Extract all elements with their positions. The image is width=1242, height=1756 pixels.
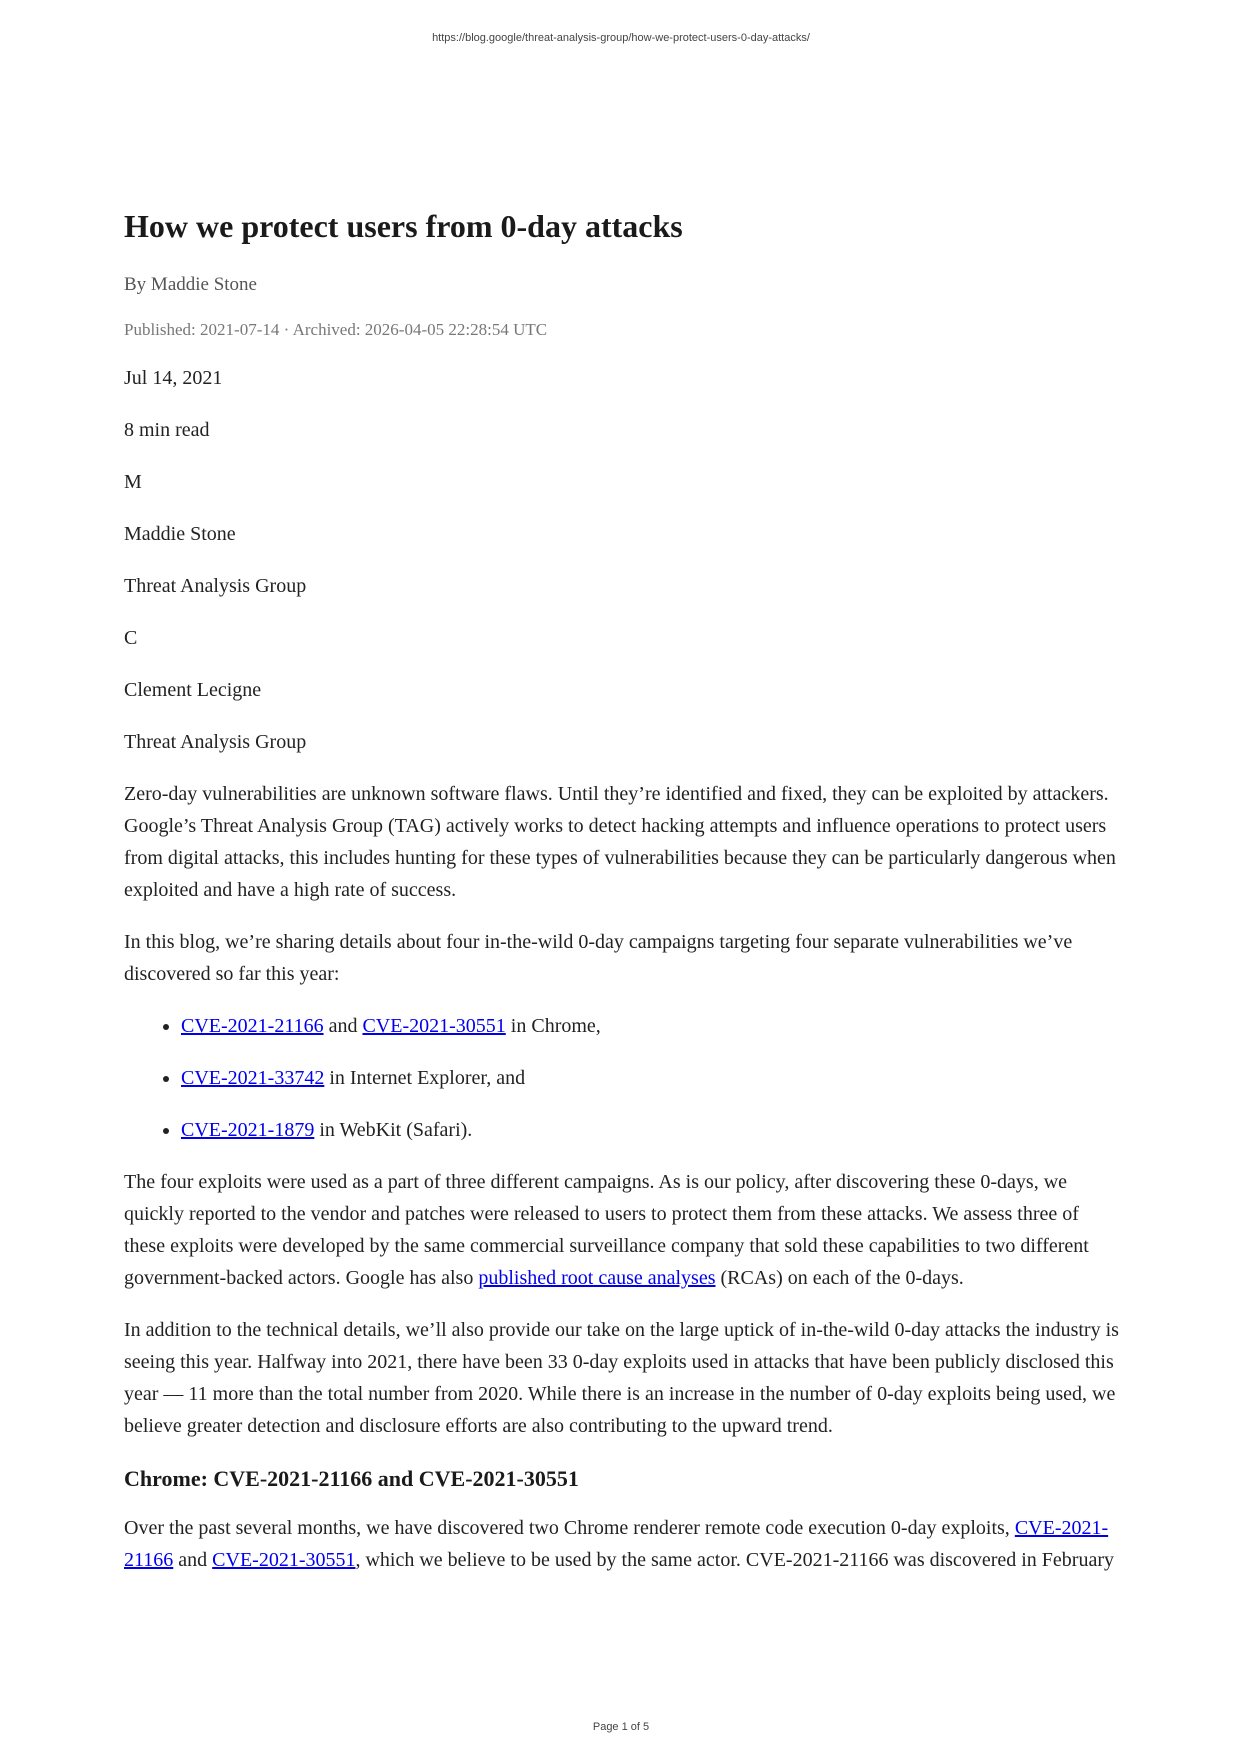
cve-link[interactable]: CVE-2021-33742 bbox=[181, 1067, 325, 1089]
author-team: Threat Analysis Group bbox=[124, 731, 307, 753]
cve-link[interactable]: CVE-2021-21166 bbox=[181, 1015, 324, 1037]
page-url: https://blog.google/threat-analysis-group/how-we-protect-users-0-day-attacks/ bbox=[432, 32, 810, 44]
author-name: Maddie Stone bbox=[124, 523, 236, 545]
cve-link[interactable]: CVE-2021-30551 bbox=[362, 1015, 506, 1037]
paragraph bbox=[124, 1166, 1124, 1294]
paragraph bbox=[124, 1512, 1124, 1576]
list-text: in Internet Explorer, and bbox=[324, 1067, 526, 1089]
author-initial: C bbox=[124, 627, 138, 649]
article-date: Jul 14, 2021 bbox=[124, 367, 223, 389]
text: , which we believe to be used by the same actor. CVE-2021-21166 was discovered in February bbox=[355, 1549, 1114, 1571]
rca-link[interactable]: published root cause analyses bbox=[478, 1267, 716, 1289]
article bbox=[124, 204, 1124, 1596]
list-text: in WebKit (Safari). bbox=[314, 1119, 473, 1141]
author-initial: M bbox=[124, 471, 142, 493]
list-text: in Chrome, bbox=[505, 1015, 601, 1037]
text: Over the past several months, we have discovered two Chrome renderer remote code execution 0-day exploits, bbox=[124, 1517, 1015, 1539]
paragraph: Zero-day vulnerabilities are unknown software flaws. Until they’re identified and fixed, they can be exploited by attackers. Google’s Threat Analysis Group (TAG) actively works to detect hacking attempts and influence operations to protect users from digital attacks, this includes hunting for these types of vulnerabilities because they can be particularly dangerous when exploited and have a high rate of success. bbox=[124, 783, 1116, 901]
paragraph: In addition to the technical details, we’ll also provide our take on the large uptick of in-the-wild 0-day attacks the industry is seeing this year. Halfway into 2021, there have been 33 0-day exploits used in attacks that have been publicly disclosed this year — 11 more than the total number from 2020. While there is an increase in the number of 0-day exploits being used, we believe greater detection and disclosure efforts are also contributing to the upward trend. bbox=[124, 1319, 1119, 1437]
cve-link[interactable]: CVE-2021-1879 bbox=[181, 1119, 315, 1141]
paragraph: In this blog, we’re sharing details about four in-the-wild 0-day campaigns targeting four separate vulnerabilities we’ve discovered so far this year: bbox=[124, 931, 1073, 985]
byline: By Maddie Stone bbox=[124, 274, 257, 295]
author-team: Threat Analysis Group bbox=[124, 575, 307, 597]
cve-link[interactable]: CVE-2021-21166 bbox=[124, 1517, 1109, 1571]
text: (RCAs) on each of the 0-days. bbox=[715, 1267, 964, 1289]
list-item bbox=[181, 1062, 1124, 1094]
list-item bbox=[181, 1114, 1124, 1146]
article-title: How we protect users from 0-day attacks bbox=[124, 208, 683, 244]
list-text: and bbox=[323, 1015, 363, 1037]
author-name: Clement Lecigne bbox=[124, 679, 262, 701]
read-time: 8 min read bbox=[124, 419, 210, 441]
page-number: Page 1 of 5 bbox=[592, 1721, 650, 1733]
text: The four exploits were used as a part of three different campaigns. As is our policy, after discovering these 0-days, we quickly reported to the vendor and patches were released to users to protect them from these attacks. We assess three of these exploits were developed by the same commercial surveillance company that sold these capabilities to two different government-backed actors. Google has also bbox=[124, 1171, 1089, 1289]
cve-list bbox=[124, 1010, 1124, 1146]
list-item bbox=[181, 1010, 1124, 1042]
section-heading: Chrome: CVE-2021-21166 and CVE-2021-30551 bbox=[124, 1466, 579, 1491]
cve-link[interactable]: CVE-2021-30551 bbox=[212, 1549, 356, 1571]
text: and bbox=[173, 1549, 213, 1571]
publish-meta: Published: 2021-07-14 · Archived: 2026-04-05 22:28:54 UTC bbox=[124, 320, 548, 339]
